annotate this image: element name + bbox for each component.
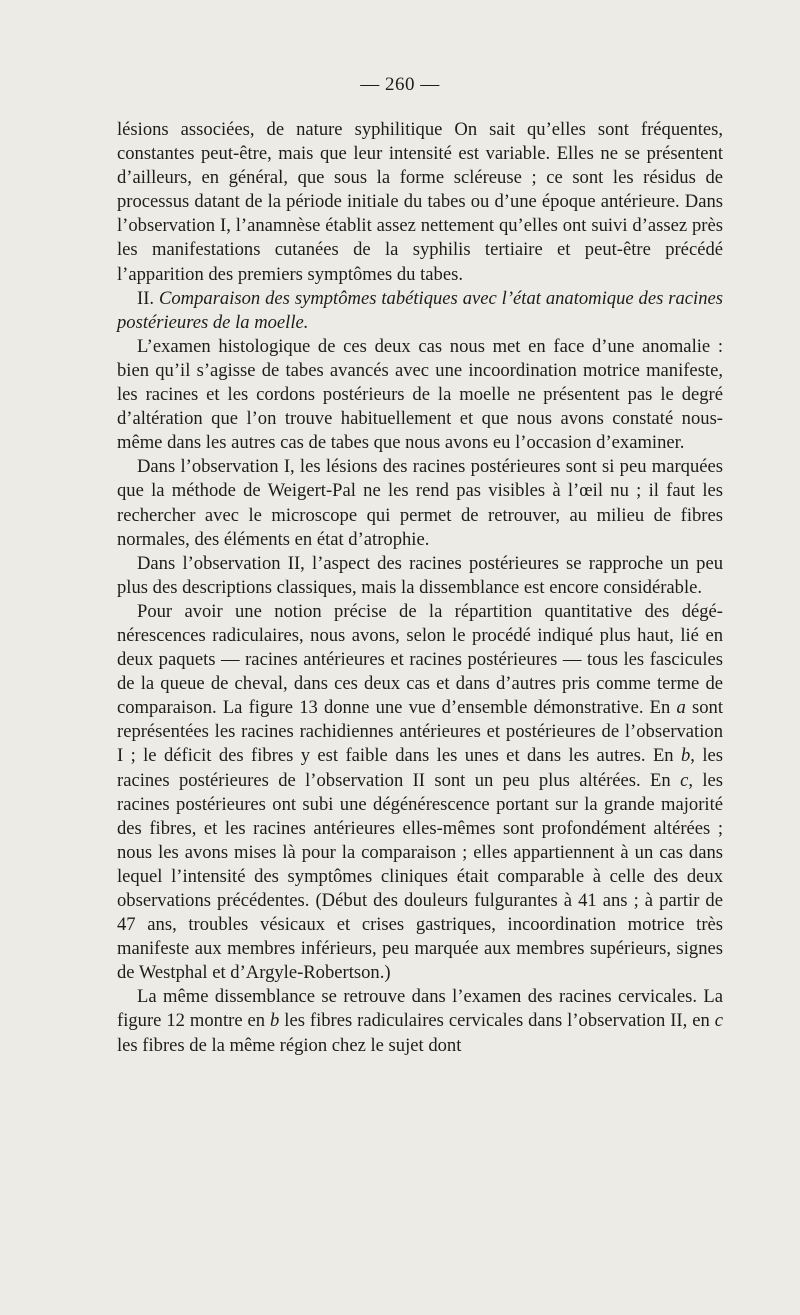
paragraph: Dans l’observation II, l’aspect des racines postérieures se rapproche un peu plus des descriptions classiques, mais la dissemblance est encore considérable. [117, 552, 723, 598]
section-title: Comparaison des symptômes tabétiques avec l’état anatomique des racines postérieures de la moelle. [117, 287, 723, 333]
paragraph-text: La même dissemblance se retrouve dans l’examen des racines cervicales. La figure 12 montre en [117, 986, 723, 1032]
section-heading [117, 287, 723, 335]
paragraph-text: , les racines postérieures de l’observation II sont un peu plus altérées. En [117, 745, 723, 791]
figure-letter: b [681, 745, 691, 767]
paragraph-text: Pour avoir une notion précise de la répartition quantitative des dégénérescences radiculaires, nous avons, selon le procédé indiqué plus haut, lié en deux paquets — racines antérieures et racines postérieures — tous les fascicules de la queue de cheval, dans ces deux cas et dans d’autres pris comme terme de comparaison. La figure 13 donne une vue d’ensemble démonstrative. En [117, 600, 723, 719]
paragraph-text: les fibres de la même région chez le sujet dont [117, 1034, 462, 1056]
paragraph-continuation: lésions associées, de nature syphilitique On sait qu’elles sont fréquentes, constantes peut-être, mais que leur intensité est variable. Elles ne se présentent d’ailleurs, en général, que sous la forme scléreuse ; ce sont les résidus de processus datant de la période initiale du tabes ou d’une époque antérieure. Dans l’observation I, l’anamnèse établit assez nettement qu’elles ont suivi d’assez près les manifestations cutanées de la syphilis tertiaire et peut-être précédé l’apparition des premiers symptômes du tabes. [117, 119, 723, 285]
paragraph [117, 600, 723, 986]
figure-letter: b [270, 1010, 280, 1032]
paragraph: L’examen histologique de ces deux cas nous met en face d’une anomalie : bien qu’il s’agisse de tabes avancés avec une incoordination motrice manifeste, les racines et les cordons postérieurs de la moelle ne présentent pas le degré d’altération que l’on trouve habituellement et que nous avons constaté nous-même dans les autres cas de tabes que nous avons eu l’occasion d’examiner. [117, 335, 723, 454]
figure-letter: c [714, 1010, 723, 1032]
page-number: — 260 — [360, 74, 440, 95]
paragraph: Dans l’observation I, les lésions des racines postérieures sont si peu marquées que la méthode de Weigert-Pal ne les rend pas visibles à l’œil nu ; il faut les rechercher avec le microscope qui permet de retrouver, au milieu de fibres normales, des éléments en état d’atrophie. [117, 456, 723, 550]
body-text [117, 118, 723, 1058]
paragraph [117, 985, 723, 1057]
figure-letter: a [676, 697, 686, 719]
paragraph-text: , les racines postérieures ont subi une dégénérescence portant sur la grande majorité des fibres, et les racines antérieures elles-mêmes sont profondément altérées ; nous les avons mises là pour la comparaison ; elles appartiennent à un cas dans lequel l’intensité des symptômes cliniques était comparable à celle des deux observations précédentes. (Début des douleurs fulgurantes à 41 ans ; à partir de 47 ans, troubles vésicaux et crises gastriques, incoordination motrice très manifeste aux membres inférieurs, peu marquée aux membres supérieurs, signes de Westphal et d’Argyle-Robertson.) [117, 769, 723, 984]
paragraph-text: les fibres radiculaires cervicales dans l’observation II, en [279, 1010, 715, 1032]
figure-letter: c [680, 769, 689, 791]
section-numeral: II. [137, 287, 155, 309]
paragraph-text: sont représentées les racines rachidiennes antérieures et postérieures de l’observation I ; le déficit des fibres y est faible dans les unes et dans les autres. En [117, 697, 723, 767]
